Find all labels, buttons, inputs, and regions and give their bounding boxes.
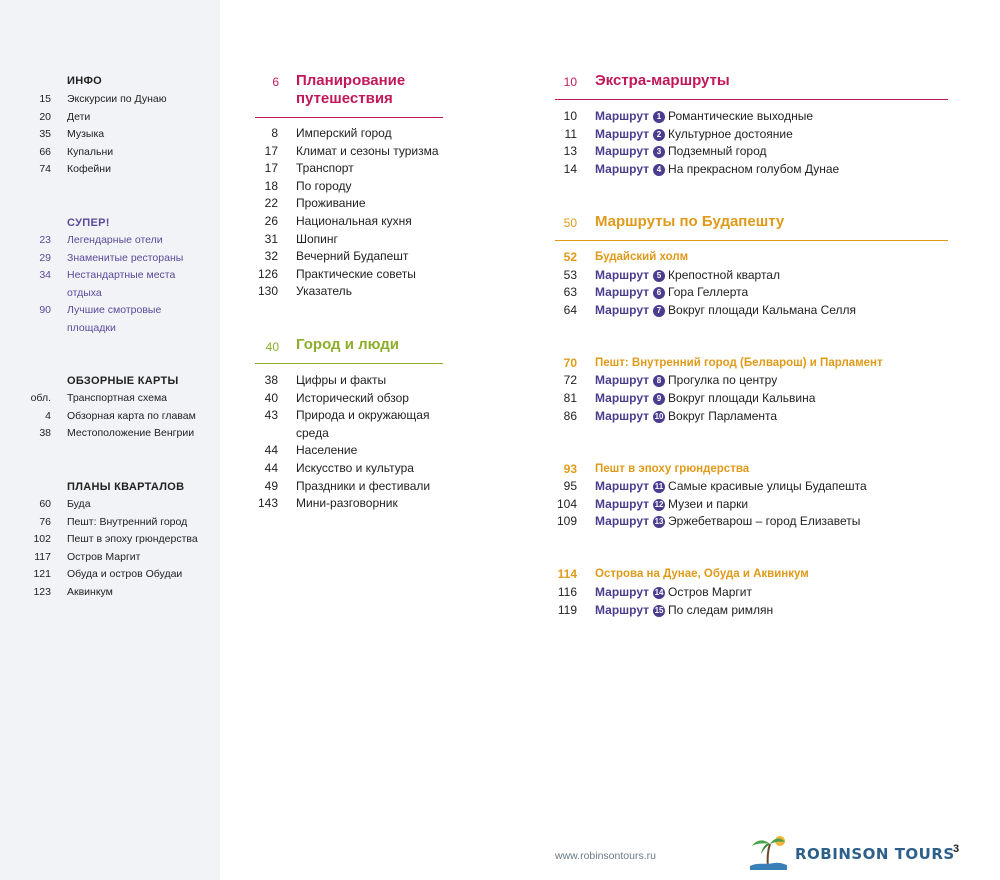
toc-entry[interactable]	[255, 460, 455, 478]
entry-page-number: 40	[264, 390, 278, 405]
subsection-title: Пешт в эпоху грюндерства	[595, 462, 750, 475]
palm-tree-logo-icon	[748, 832, 788, 870]
item-label: Лучшие смотровые площадки	[67, 304, 162, 334]
route-entry[interactable]	[555, 390, 955, 408]
route-title: Эржебетварош – город Елизаветы	[668, 514, 861, 529]
route-label-group	[595, 284, 748, 302]
page-number: 121	[33, 568, 51, 580]
route-label: Маршрут	[595, 285, 650, 300]
route-entry[interactable]	[555, 584, 955, 602]
entry-page-number: 17	[264, 143, 278, 158]
route-label: Маршрут	[595, 373, 650, 388]
route-label: Маршрут	[595, 144, 650, 159]
item-label: Знаменитые рестораны	[67, 251, 184, 264]
route-number-badge: 2	[653, 129, 665, 141]
route-label-group	[595, 267, 780, 285]
route-label: Маршрут	[595, 496, 650, 511]
entry-label: По городу	[296, 178, 352, 193]
route-number-badge: 14	[654, 588, 664, 597]
sidebar-plans-title: ПЛАНЫ КВАРТАЛОВ	[67, 481, 185, 493]
route-entry[interactable]	[555, 267, 955, 285]
toc-entry[interactable]	[255, 125, 455, 143]
route-number-badge: 13	[654, 517, 664, 527]
sidebar-info-title: ИНФО	[67, 75, 102, 87]
item-label: Обуда и остров Обудаи	[67, 568, 183, 580]
city-title: Город и люди	[296, 336, 400, 353]
subsection-title: Будайский холм	[595, 251, 689, 263]
toc-entry[interactable]	[255, 143, 455, 161]
route-title: Вокруг площади Кальвина	[668, 391, 816, 405]
route-number-badge: 3	[653, 146, 665, 158]
page-number: 102	[33, 533, 51, 545]
entry-label: Практические советы	[296, 266, 416, 281]
subsection-title: Острова на Дунае, Обуда и Аквинкум	[595, 568, 809, 581]
item-label: Дети	[67, 110, 91, 123]
entry-page-number: 116	[557, 585, 577, 599]
route-entry[interactable]	[555, 372, 955, 390]
item-label: Обзорная карта по главам	[67, 409, 196, 422]
route-title: Остров Маргит	[668, 585, 752, 599]
page-number: 76	[39, 515, 51, 528]
route-title: Самые красивые улицы Будапешта	[668, 479, 867, 494]
sidebar-super-title: СУПЕР!	[67, 217, 110, 229]
entry-page-number: 81	[563, 391, 577, 405]
route-label-group	[595, 408, 777, 426]
route-label: Маршрут	[595, 302, 650, 317]
toc-entry[interactable]	[255, 283, 455, 301]
item-label: Местоположение Венгрии	[67, 427, 195, 439]
route-label-group	[595, 584, 752, 602]
item-label: Купальни	[67, 145, 114, 158]
toc-entry[interactable]	[255, 390, 455, 408]
page-number: 34	[39, 269, 51, 281]
planning-title: Планирование путешествия	[296, 72, 406, 107]
item-label: Пешт в эпоху грюндерства	[67, 533, 198, 545]
entry-label: Цифры и факты	[296, 373, 387, 387]
route-number-badge: 7	[653, 305, 665, 317]
route-label-group	[595, 602, 773, 620]
route-label-group	[595, 390, 815, 408]
subsection-page-number: 114	[557, 567, 577, 582]
entry-page-number: 22	[264, 196, 278, 211]
entry-page-number: 44	[264, 443, 278, 458]
route-label-group	[595, 126, 793, 144]
extra-divider	[555, 99, 948, 100]
sidebar-maps-title: ОБЗОРНЫЕ КАРТЫ	[67, 375, 179, 387]
page-number: 60	[39, 498, 51, 510]
entry-page-number: 119	[557, 602, 577, 617]
city-page-number: 40	[265, 340, 279, 354]
planning-page-number: 6	[272, 75, 279, 89]
toc-entry[interactable]	[255, 195, 455, 213]
item-label: Аквинкум	[67, 585, 113, 598]
entry-label: Указатель	[296, 284, 352, 299]
entry-page-number: 63	[563, 285, 577, 300]
page-number: 123	[33, 585, 51, 598]
entry-page-number: 72	[563, 373, 577, 388]
entry-label: Природа и окружающая	[296, 408, 430, 423]
toc-entry[interactable]	[255, 407, 455, 425]
toc-entry[interactable]	[255, 478, 455, 496]
entry-label: Мини-разговорник	[296, 496, 398, 511]
entry-page-number: 17	[264, 161, 278, 176]
entry-page-number: 130	[257, 284, 278, 299]
entry-page-number: 31	[264, 231, 278, 246]
route-title: На прекрасном голубом Дунае	[668, 161, 840, 176]
route-entry[interactable]	[555, 284, 955, 302]
toc-entry[interactable]	[255, 425, 455, 443]
toc-entry[interactable]	[255, 442, 455, 460]
entry-page-number: 10	[563, 109, 577, 123]
route-title: Романтические выходные	[668, 109, 814, 123]
route-number-badge: 6	[653, 287, 665, 299]
toc-entry[interactable]	[255, 372, 455, 390]
route-label: Маршрут	[595, 267, 650, 282]
entry-page-number: 44	[264, 461, 278, 475]
entry-page-number: 18	[264, 178, 278, 193]
page-number: 4	[45, 409, 51, 422]
route-title: По следам римлян	[668, 602, 774, 617]
item-label: Экскурсии по Дунаю	[67, 93, 167, 105]
route-label: Маршрут	[595, 585, 650, 599]
route-title: Подземный город	[668, 144, 767, 159]
route-title: Крепостной квартал	[668, 267, 780, 282]
entry-page-number: 13	[563, 144, 577, 159]
route-entry[interactable]	[555, 126, 955, 144]
route-entry[interactable]	[555, 161, 955, 179]
route-entry[interactable]	[555, 496, 955, 514]
route-number-badge: 11	[654, 482, 664, 492]
entry-label: Проживание	[296, 196, 366, 211]
extra-page-number: 10	[563, 75, 577, 89]
route-title: Гора Геллерта	[668, 285, 749, 300]
item-label: Буда	[67, 498, 91, 510]
subsection-title: Пешт: Внутренний город (Белварош) и Парламент	[595, 356, 883, 369]
entry-label: Праздники и фестивали	[296, 478, 431, 493]
route-number-badge: 4	[653, 164, 665, 176]
entry-page-number: 49	[264, 478, 278, 493]
route-number-badge: 12	[654, 499, 664, 509]
entry-label: Исторический обзор	[296, 390, 409, 405]
item-label: Нестандартные места отдыха	[67, 269, 176, 299]
entry-page-number: 126	[257, 266, 278, 281]
entry-label: Имперский город	[296, 126, 392, 140]
entry-page-number: 14	[563, 161, 577, 176]
item-label: Транспортная схема	[67, 392, 168, 404]
budapest-page-number: 50	[563, 216, 577, 230]
page-number: обл.	[30, 392, 51, 404]
route-label-group	[595, 161, 839, 179]
route-entry[interactable]	[555, 108, 955, 126]
route-label: Маршрут	[595, 602, 650, 617]
page-number: 66	[39, 145, 51, 158]
entry-page-number: 53	[563, 267, 577, 282]
route-label: Маршрут	[595, 109, 650, 123]
page-number: 23	[39, 234, 51, 246]
route-label: Маршрут	[595, 514, 650, 529]
route-title: Вокруг площади Кальмана Селля	[668, 302, 857, 317]
page-number: 35	[39, 128, 51, 140]
entry-page-number: 143	[257, 496, 278, 511]
subsection-page-number: 52	[563, 250, 577, 264]
page-number: 20	[39, 110, 51, 123]
entry-page-number: 64	[563, 302, 577, 317]
entry-page-number: 26	[264, 214, 278, 228]
subsection-page-number: 70	[563, 355, 577, 370]
route-label-group	[595, 143, 767, 161]
entry-label: среда	[296, 425, 329, 440]
budapest-title: Маршруты по Будапешту	[595, 213, 785, 230]
toc-entry[interactable]	[255, 213, 455, 231]
route-entry[interactable]	[555, 602, 955, 620]
entry-label: Вечерний Будапешт	[296, 249, 409, 264]
entry-label: Транспорт	[296, 161, 354, 176]
city-divider	[255, 363, 443, 364]
toc-entry[interactable]	[255, 248, 455, 266]
route-entry[interactable]	[555, 302, 955, 320]
route-title: Прогулка по центру	[668, 373, 778, 388]
entry-page-number: 104	[556, 496, 577, 511]
toc-entry[interactable]	[255, 178, 455, 196]
route-label-group	[595, 513, 860, 531]
item-label: Пешт: Внутренний город	[67, 515, 188, 528]
page-number: 90	[39, 304, 51, 316]
route-number-badge: 10	[654, 411, 664, 421]
toc-entry[interactable]	[255, 231, 455, 249]
entry-label: Искусство и культура	[296, 461, 414, 475]
route-number-badge: 9	[653, 393, 665, 405]
subsection-page-number: 93	[563, 461, 577, 476]
route-number-badge: 1	[653, 111, 665, 123]
extra-title: Экстра-маршруты	[595, 72, 730, 89]
entry-page-number: 11	[564, 126, 577, 141]
budapest-divider	[555, 240, 948, 241]
route-number-badge: 15	[654, 605, 664, 615]
page-number: 15	[39, 93, 51, 105]
route-number-badge: 8	[653, 375, 665, 387]
route-label: Маршрут	[595, 408, 650, 423]
sidebar	[0, 0, 220, 880]
entry-page-number: 109	[556, 514, 577, 529]
page-number: 74	[39, 163, 51, 175]
planning-divider	[255, 117, 443, 118]
page-number: 3	[953, 843, 960, 855]
route-label-group	[595, 496, 748, 514]
entry-page-number: 8	[271, 126, 278, 140]
route-entry[interactable]	[555, 408, 955, 426]
route-title: Вокруг Парламента	[668, 408, 778, 423]
entry-page-number: 43	[264, 408, 278, 423]
route-label: Маршрут	[595, 479, 650, 494]
route-label-group	[595, 478, 867, 496]
route-label: Маршрут	[595, 161, 650, 176]
route-entry[interactable]	[555, 143, 955, 161]
entry-label: Шопинг	[296, 231, 338, 246]
brand-name: ROBINSON TOURS	[795, 845, 955, 863]
entry-page-number: 95	[563, 479, 577, 494]
route-number-badge: 5	[653, 270, 665, 282]
page-number: 38	[39, 427, 51, 439]
page-number: 29	[39, 251, 51, 264]
entry-page-number: 38	[264, 373, 278, 387]
website-link[interactable]: www.robinsontours.ru	[555, 850, 656, 862]
item-label: Легендарные отели	[67, 234, 163, 246]
page-number: 117	[34, 550, 51, 563]
route-entry[interactable]	[555, 478, 955, 496]
toc-entry[interactable]	[255, 495, 455, 513]
toc-entry[interactable]	[255, 160, 455, 178]
route-title: Музеи и парки	[668, 496, 749, 511]
route-label: Маршрут	[595, 391, 650, 405]
route-label-group	[595, 372, 777, 390]
route-label: Маршрут	[595, 126, 650, 141]
route-label-group	[595, 302, 856, 320]
item-label: Кофейни	[67, 163, 111, 175]
entry-label: Национальная кухня	[296, 214, 412, 228]
entry-page-number: 86	[563, 408, 577, 423]
route-entry[interactable]	[555, 513, 955, 531]
item-label: Музыка	[67, 128, 105, 140]
entry-page-number: 32	[264, 249, 278, 264]
entry-label: Климат и сезоны туризма	[296, 143, 439, 158]
route-title: Культурное достояние	[668, 126, 793, 141]
item-label: Остров Маргит	[67, 550, 141, 563]
toc-entry[interactable]	[255, 266, 455, 284]
route-label-group	[595, 108, 813, 126]
entry-label: Население	[296, 443, 358, 458]
